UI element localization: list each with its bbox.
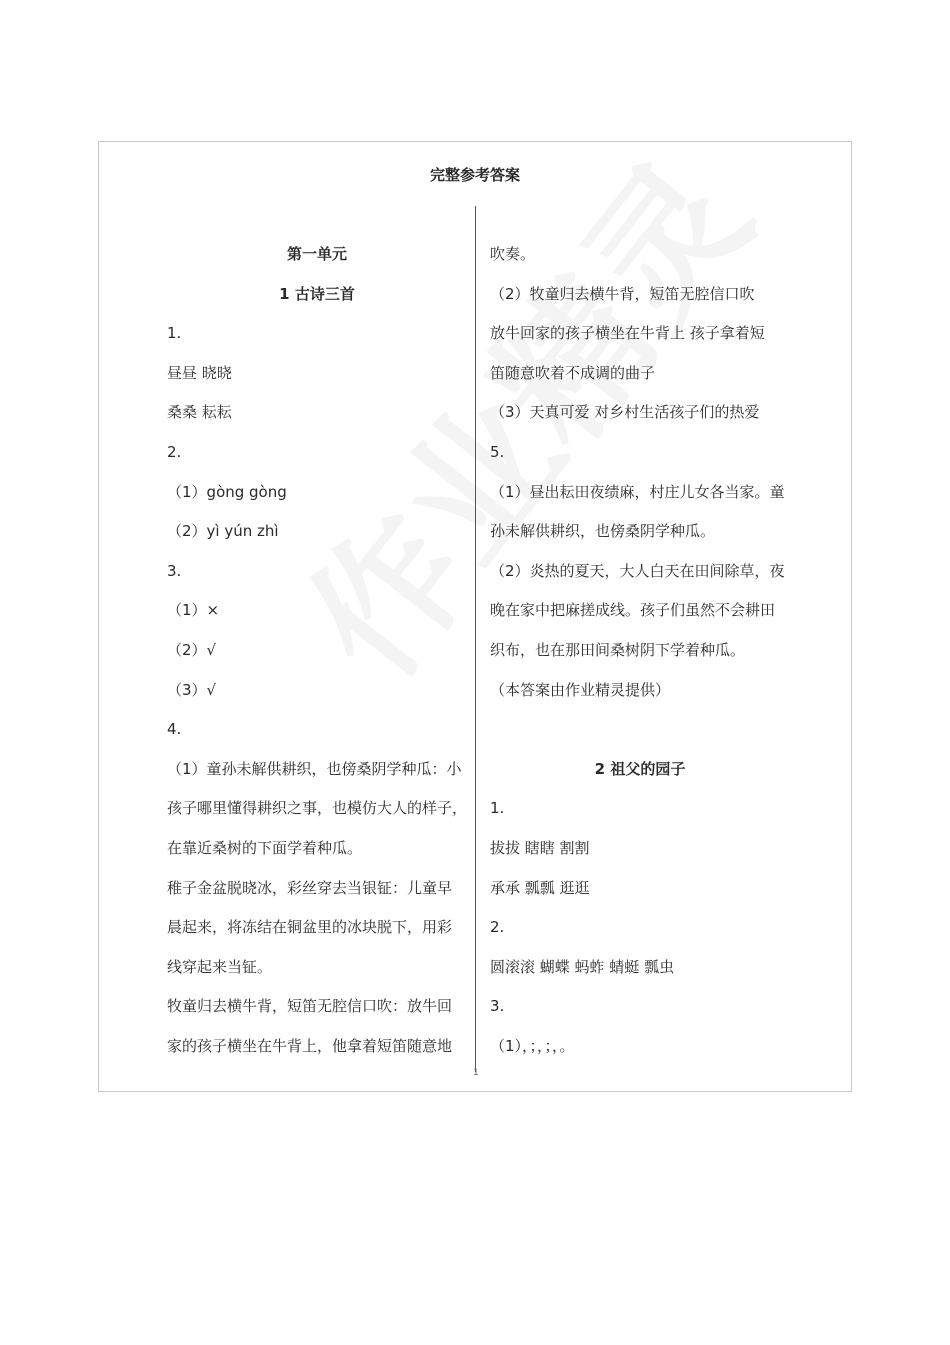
answer-line: 家的孩子横坐在牛背上，他拿着短笛随意地 [167, 1036, 453, 1055]
right-column [490, 240, 790, 1071]
answer-line: （3）天真可爱 对乡村生活孩子们的热爱 [490, 403, 760, 422]
answer-line: （2）炎热的夏天，大人白天在田间除草，夜 [490, 561, 785, 580]
answer-line: （1）gòng gòng [167, 482, 287, 501]
answer-line: 4. [167, 720, 182, 739]
page-number: 1 [473, 1068, 479, 1078]
answer-line: 1. [167, 324, 182, 343]
answer-line: 牧童归去横牛背，短笛无腔信口吹：放牛回 [167, 997, 453, 1016]
answer-line: 孙未解供耕织，也傍桑阴学种瓜。 [490, 522, 716, 541]
answer-line: （本答案由作业精灵提供） [490, 680, 671, 699]
answer-line: 织布，也在那田间桑树阴下学着种瓜。 [490, 640, 746, 659]
answer-line: 吹奏。 [490, 245, 536, 263]
answer-line: 拔拔 瞎瞎 割割 [490, 838, 590, 857]
answer-line: 线穿起来当钲。 [167, 957, 273, 976]
answer-line: 孩子哪里懂得耕织之事，也模仿大人的样子， [167, 799, 468, 818]
answer-line: （1）× [167, 601, 220, 620]
answer-line: 1. [490, 799, 505, 818]
answer-line: （1），；，；，。 [490, 1036, 575, 1055]
answer-line: 3. [167, 561, 182, 580]
answer-line: （1）昼出耘田夜绩麻，村庄儿女各当家。童 [490, 482, 785, 501]
answer-line: 3. [490, 997, 505, 1016]
answer-line: 承承 瓢瓢 逛逛 [490, 878, 590, 897]
left-column [167, 240, 467, 1071]
answer-line: （1）童孙未解供耕织，也傍桑阴学种瓜：小 [167, 759, 462, 778]
section-heading: 1 古诗三首 [279, 284, 355, 303]
answer-line: 昼昼 晓晓 [167, 363, 232, 382]
answer-line: 5. [490, 442, 505, 461]
answer-line: 晨起来，将冻结在铜盆里的冰块脱下，用彩 [167, 918, 453, 937]
document-title: 完整参考答案 [429, 166, 520, 184]
answer-line: （3）√ [167, 680, 217, 699]
answer-line: （2）√ [167, 640, 217, 659]
answer-page [98, 141, 852, 1092]
answer-line: 稚子金盆脱晓冰，彩丝穿去当银钲：儿童早 [167, 878, 453, 897]
answer-line: 圆滚滚 蝴蝶 蚂蚱 蜻蜓 瓢虫 [490, 957, 675, 976]
answer-line: 2. [167, 442, 182, 461]
answer-line: 2. [490, 918, 505, 937]
answer-line: 放牛回家的孩子横坐在牛背上 孩子拿着短 [490, 324, 765, 343]
section-heading: 2 祖父的园子 [594, 759, 686, 778]
answer-line: （2）牧童归去横牛背，短笛无腔信口吹 [490, 284, 755, 303]
answer-line: 在靠近桑树的下面学着种瓜。 [167, 838, 363, 857]
blank-line [490, 715, 790, 755]
answer-line: 晚在家中把麻搓成线。孩子们虽然不会耕田 [490, 601, 776, 620]
column-divider [475, 206, 476, 1072]
answer-line: （2）yì yún zhì [167, 522, 279, 541]
answer-line: 笛随意吹着不成调的曲子 [490, 363, 656, 382]
section-heading: 第一单元 [286, 245, 347, 263]
answer-line: 桑桑 耘耘 [167, 403, 232, 422]
